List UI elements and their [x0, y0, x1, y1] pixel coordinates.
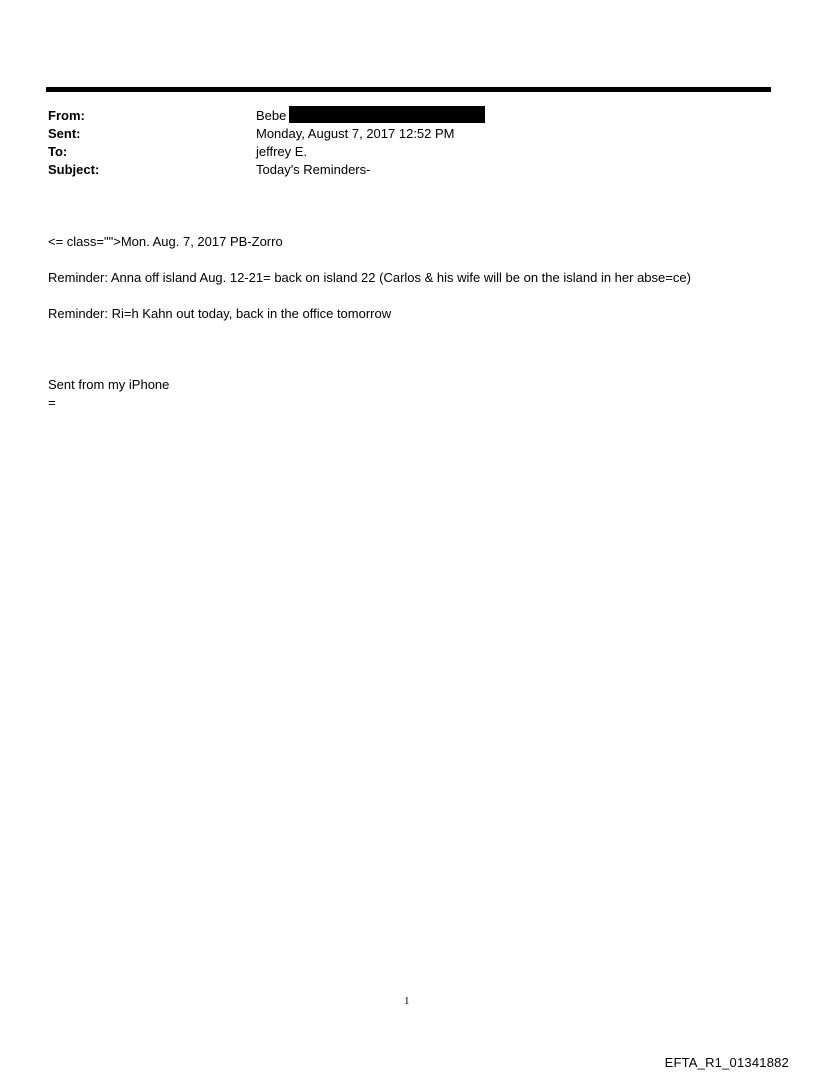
body-line-date: <= class="">Mon. Aug. 7, 2017 PB-Zorro [48, 234, 283, 249]
subject-value: Today's Reminders- [256, 162, 371, 177]
body-line-reminder-kahn: Reminder: Ri=h Kahn out today, back in the office tomorrow [48, 306, 392, 321]
header-rule [46, 87, 771, 92]
redaction-box [289, 106, 485, 123]
signature-line: Sent from my iPhone [48, 377, 170, 392]
body-line-reminder-anna: Reminder: Anna off island Aug. 12-21= back on island 22 (Carlos & his wife will be on the island in her abse=ce) [48, 270, 691, 285]
sender-name: Bebe [256, 108, 287, 123]
trailer-line: = [48, 395, 56, 410]
page-number: 1 [404, 995, 410, 1007]
to-label: To: [48, 144, 68, 159]
from-label: From: [48, 108, 85, 123]
subject-label: Subject: [48, 162, 100, 177]
sent-label: Sent: [48, 126, 81, 141]
from-value [256, 107, 485, 125]
document-id: EFTA_R1_01341882 [664, 1055, 789, 1070]
sent-value: Monday, August 7, 2017 12:52 PM [256, 126, 455, 141]
to-value: jeffrey E. [256, 144, 308, 159]
